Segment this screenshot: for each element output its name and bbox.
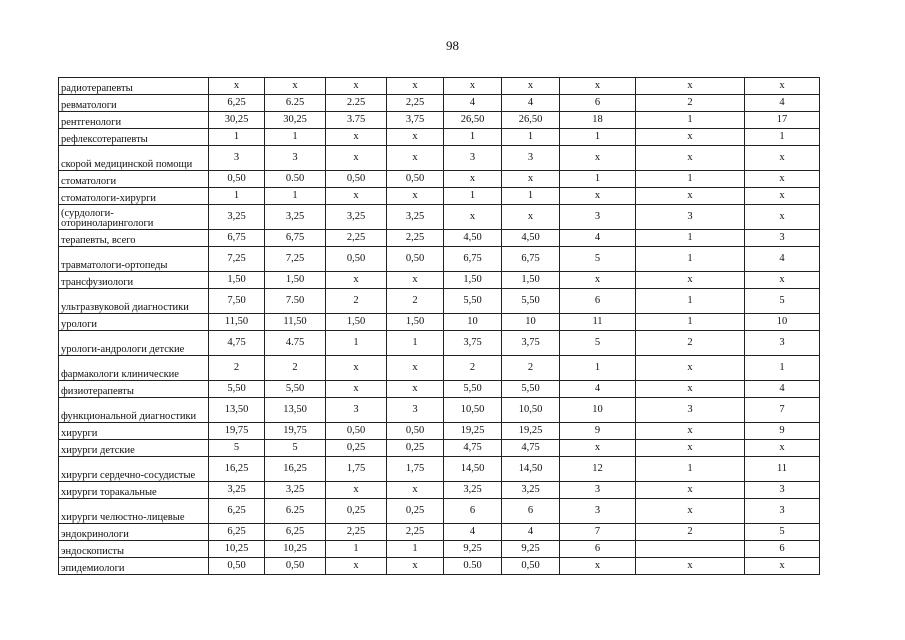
table-row bbox=[59, 188, 820, 205]
value-cell: 10,25 bbox=[209, 541, 265, 558]
value-cell: 6,75 bbox=[444, 247, 502, 272]
specialty-name-cell: хирурги челюстно-лицевые bbox=[59, 499, 209, 524]
value-cell: 11,50 bbox=[265, 314, 326, 331]
value-cell: x bbox=[387, 272, 444, 289]
value-cell: 1 bbox=[502, 188, 560, 205]
value-cell: 16,25 bbox=[265, 457, 326, 482]
value-cell: 6,75 bbox=[209, 230, 265, 247]
value-cell: 3 bbox=[636, 205, 745, 230]
specialty-name-cell: функциональной диагностики bbox=[59, 398, 209, 423]
value-cell: x bbox=[560, 188, 636, 205]
value-cell: 1 bbox=[636, 112, 745, 129]
value-cell: 5 bbox=[560, 331, 636, 356]
value-cell: 0,50 bbox=[265, 558, 326, 575]
specialty-name-cell: хирурги bbox=[59, 423, 209, 440]
table-row bbox=[59, 205, 820, 230]
value-cell: x bbox=[636, 272, 745, 289]
table-row bbox=[59, 171, 820, 188]
value-cell: 2 bbox=[444, 356, 502, 381]
specialty-name-cell: ультразвуковой диагностики bbox=[59, 289, 209, 314]
value-cell: 4 bbox=[444, 95, 502, 112]
value-cell: 1 bbox=[560, 356, 636, 381]
value-cell: 3,25 bbox=[209, 205, 265, 230]
value-cell: 4 bbox=[444, 524, 502, 541]
value-cell: 3,25 bbox=[502, 482, 560, 499]
table-row bbox=[59, 289, 820, 314]
value-cell: 6,75 bbox=[265, 230, 326, 247]
value-cell: 4 bbox=[502, 524, 560, 541]
value-cell: 5,50 bbox=[209, 381, 265, 398]
value-cell: 0,25 bbox=[326, 499, 387, 524]
value-cell: 3 bbox=[209, 146, 265, 171]
page-number: 98 bbox=[446, 38, 459, 53]
value-cell: 0,50 bbox=[387, 423, 444, 440]
table-row bbox=[59, 129, 820, 146]
value-cell: x bbox=[326, 558, 387, 575]
table-row bbox=[59, 423, 820, 440]
value-cell: x bbox=[502, 78, 560, 95]
value-cell: 1,75 bbox=[326, 457, 387, 482]
value-cell: x bbox=[745, 558, 820, 575]
value-cell: 19,75 bbox=[265, 423, 326, 440]
table-row bbox=[59, 524, 820, 541]
value-cell: 2,25 bbox=[326, 230, 387, 247]
value-cell: x bbox=[636, 423, 745, 440]
value-cell: 1 bbox=[636, 171, 745, 188]
value-cell: x bbox=[387, 356, 444, 381]
table-row bbox=[59, 356, 820, 381]
value-cell: 3,75 bbox=[387, 112, 444, 129]
value-cell: 5,50 bbox=[444, 289, 502, 314]
value-cell: 2 bbox=[326, 289, 387, 314]
value-cell: 1,75 bbox=[387, 457, 444, 482]
value-cell: 0,50 bbox=[326, 247, 387, 272]
value-cell: 9,25 bbox=[444, 541, 502, 558]
value-cell: 4 bbox=[560, 381, 636, 398]
value-cell: 9 bbox=[560, 423, 636, 440]
specialty-name-cell: фармакологи клинические bbox=[59, 356, 209, 381]
value-cell: x bbox=[387, 381, 444, 398]
value-cell: x bbox=[560, 440, 636, 457]
value-cell: 7,50 bbox=[209, 289, 265, 314]
value-cell: 5,50 bbox=[502, 289, 560, 314]
value-cell: 3,75 bbox=[502, 331, 560, 356]
value-cell: 6,25 bbox=[209, 524, 265, 541]
value-cell: 30,25 bbox=[265, 112, 326, 129]
value-cell: 6,25 bbox=[209, 499, 265, 524]
value-cell: 0,50 bbox=[502, 558, 560, 575]
value-cell: 0.50 bbox=[265, 171, 326, 188]
value-cell: 1 bbox=[560, 129, 636, 146]
value-cell: 3 bbox=[265, 146, 326, 171]
value-cell: 1 bbox=[636, 289, 745, 314]
value-cell: 6 bbox=[560, 95, 636, 112]
value-cell: 3.75 bbox=[326, 112, 387, 129]
table-row bbox=[59, 381, 820, 398]
value-cell: 0,25 bbox=[387, 499, 444, 524]
value-cell: x bbox=[636, 482, 745, 499]
value-cell: 4,50 bbox=[444, 230, 502, 247]
value-cell: 1,50 bbox=[387, 314, 444, 331]
value-cell: 2,25 bbox=[387, 524, 444, 541]
value-cell: x bbox=[387, 146, 444, 171]
value-cell: 1,50 bbox=[326, 314, 387, 331]
value-cell: x bbox=[502, 205, 560, 230]
value-cell: 1 bbox=[636, 230, 745, 247]
value-cell: 6,75 bbox=[502, 247, 560, 272]
value-cell: 4 bbox=[745, 381, 820, 398]
value-cell: 10,50 bbox=[502, 398, 560, 423]
value-cell: 19,75 bbox=[209, 423, 265, 440]
table-row bbox=[59, 457, 820, 482]
value-cell: 3,25 bbox=[387, 205, 444, 230]
value-cell: 6 bbox=[560, 289, 636, 314]
value-cell: 18 bbox=[560, 112, 636, 129]
value-cell: 2 bbox=[265, 356, 326, 381]
value-cell: 10 bbox=[560, 398, 636, 423]
value-cell: 6 bbox=[745, 541, 820, 558]
specialty-name-cell: стоматологи-хирурги bbox=[59, 188, 209, 205]
value-cell: 6 bbox=[560, 541, 636, 558]
value-cell: 1 bbox=[636, 314, 745, 331]
value-cell: x bbox=[209, 78, 265, 95]
value-cell: 26,50 bbox=[502, 112, 560, 129]
value-cell: 3 bbox=[387, 398, 444, 423]
value-cell: 3 bbox=[326, 398, 387, 423]
value-cell: 1 bbox=[209, 188, 265, 205]
specialty-name-cell: хирурги сердечно-сосудистые bbox=[59, 457, 209, 482]
table-row bbox=[59, 78, 820, 95]
value-cell: 4,75 bbox=[502, 440, 560, 457]
value-cell: 0,25 bbox=[387, 440, 444, 457]
value-cell: 6.25 bbox=[265, 95, 326, 112]
value-cell: 5 bbox=[560, 247, 636, 272]
specialty-name-cell: урологи-андрологи детские bbox=[59, 331, 209, 356]
value-cell: x bbox=[326, 146, 387, 171]
table-row bbox=[59, 95, 820, 112]
value-cell: 3 bbox=[444, 146, 502, 171]
value-cell: x bbox=[326, 482, 387, 499]
value-cell: x bbox=[745, 78, 820, 95]
value-cell: 0,25 bbox=[326, 440, 387, 457]
value-cell: 7.50 bbox=[265, 289, 326, 314]
table-row bbox=[59, 558, 820, 575]
value-cell: 2 bbox=[636, 331, 745, 356]
value-cell: 0,50 bbox=[387, 247, 444, 272]
value-cell: x bbox=[560, 78, 636, 95]
value-cell: 10 bbox=[444, 314, 502, 331]
value-cell: 14,50 bbox=[502, 457, 560, 482]
value-cell: 7,25 bbox=[209, 247, 265, 272]
value-cell: 2 bbox=[636, 524, 745, 541]
value-cell: x bbox=[387, 78, 444, 95]
value-cell: 3,25 bbox=[444, 482, 502, 499]
value-cell: 9,25 bbox=[502, 541, 560, 558]
value-cell: x bbox=[326, 272, 387, 289]
specialty-name-cell: эпидемиологи bbox=[59, 558, 209, 575]
specialty-name-cell: скорой медицинской помощи bbox=[59, 146, 209, 171]
value-cell: 6 bbox=[502, 499, 560, 524]
value-cell: 3 bbox=[745, 499, 820, 524]
value-cell: x bbox=[326, 129, 387, 146]
value-cell: 2,25 bbox=[387, 230, 444, 247]
value-cell: x bbox=[745, 146, 820, 171]
value-cell: x bbox=[444, 171, 502, 188]
table-row bbox=[59, 331, 820, 356]
value-cell: 14,50 bbox=[444, 457, 502, 482]
value-cell: x bbox=[326, 188, 387, 205]
value-cell: 1 bbox=[387, 331, 444, 356]
value-cell: 10,25 bbox=[265, 541, 326, 558]
value-cell: 3,75 bbox=[444, 331, 502, 356]
value-cell: x bbox=[560, 146, 636, 171]
value-cell: 4 bbox=[745, 95, 820, 112]
value-cell: 0,50 bbox=[326, 423, 387, 440]
value-cell: x bbox=[636, 188, 745, 205]
value-cell: x bbox=[636, 381, 745, 398]
value-cell: 16,25 bbox=[209, 457, 265, 482]
value-cell: 1,50 bbox=[444, 272, 502, 289]
table-row bbox=[59, 272, 820, 289]
specialty-name-cell: урологи bbox=[59, 314, 209, 331]
value-cell: 7 bbox=[745, 398, 820, 423]
value-cell: 5,50 bbox=[265, 381, 326, 398]
value-cell: x bbox=[326, 356, 387, 381]
specialty-name-cell: травматологи-ортопеды bbox=[59, 247, 209, 272]
value-cell: 0,50 bbox=[209, 558, 265, 575]
value-cell: x bbox=[387, 558, 444, 575]
value-cell: x bbox=[745, 171, 820, 188]
table-row bbox=[59, 146, 820, 171]
value-cell: 30,25 bbox=[209, 112, 265, 129]
specialty-name-cell: эндоскописты bbox=[59, 541, 209, 558]
value-cell: 3,25 bbox=[326, 205, 387, 230]
value-cell: 4,75 bbox=[444, 440, 502, 457]
value-cell: 13,50 bbox=[209, 398, 265, 423]
value-cell: 0.50 bbox=[444, 558, 502, 575]
specialty-name-cell: ревматологи bbox=[59, 95, 209, 112]
value-cell: 3 bbox=[745, 331, 820, 356]
specialty-name-cell: хирурги торакальные bbox=[59, 482, 209, 499]
value-cell: 2 bbox=[502, 356, 560, 381]
value-cell: 4,75 bbox=[209, 331, 265, 356]
value-cell: 6,25 bbox=[265, 524, 326, 541]
value-cell: 4 bbox=[745, 247, 820, 272]
value-cell: 1,50 bbox=[209, 272, 265, 289]
value-cell: 0,50 bbox=[326, 171, 387, 188]
value-cell: x bbox=[326, 78, 387, 95]
value-cell: 1 bbox=[265, 188, 326, 205]
value-cell: 1 bbox=[387, 541, 444, 558]
specialty-name-cell: рентгенологи bbox=[59, 112, 209, 129]
value-cell: 11,50 bbox=[209, 314, 265, 331]
value-cell: x bbox=[387, 129, 444, 146]
value-cell: 1 bbox=[265, 129, 326, 146]
value-cell: 3 bbox=[745, 482, 820, 499]
value-cell: x bbox=[636, 440, 745, 457]
value-cell: 9 bbox=[745, 423, 820, 440]
value-cell: 11 bbox=[560, 314, 636, 331]
value-cell: 26,50 bbox=[444, 112, 502, 129]
value-cell: 3 bbox=[560, 205, 636, 230]
value-cell: x bbox=[265, 78, 326, 95]
value-cell: 11 bbox=[745, 457, 820, 482]
value-cell: 3 bbox=[745, 230, 820, 247]
table-row bbox=[59, 440, 820, 457]
value-cell: 0,50 bbox=[387, 171, 444, 188]
value-cell: 1 bbox=[444, 129, 502, 146]
value-cell: 6 bbox=[444, 499, 502, 524]
value-cell: 7 bbox=[560, 524, 636, 541]
value-cell: 5,50 bbox=[502, 381, 560, 398]
table-row bbox=[59, 482, 820, 499]
value-cell: x bbox=[387, 188, 444, 205]
value-cell: 19,25 bbox=[502, 423, 560, 440]
table-row bbox=[59, 247, 820, 272]
value-cell: 1 bbox=[636, 247, 745, 272]
value-cell: 2.25 bbox=[326, 95, 387, 112]
value-cell: 2 bbox=[387, 289, 444, 314]
value-cell: 3 bbox=[560, 499, 636, 524]
value-cell: 3,25 bbox=[209, 482, 265, 499]
value-cell: 7,25 bbox=[265, 247, 326, 272]
value-cell: x bbox=[745, 205, 820, 230]
staffing-table bbox=[58, 77, 820, 575]
value-cell: 1 bbox=[560, 171, 636, 188]
value-cell bbox=[636, 541, 745, 558]
value-cell: 10 bbox=[502, 314, 560, 331]
value-cell: 2,25 bbox=[387, 95, 444, 112]
specialty-name-cell: радиотерапевты bbox=[59, 78, 209, 95]
value-cell: x bbox=[560, 272, 636, 289]
table-row bbox=[59, 541, 820, 558]
value-cell: 6,25 bbox=[209, 95, 265, 112]
value-cell: 1,50 bbox=[265, 272, 326, 289]
value-cell: 5 bbox=[745, 289, 820, 314]
value-cell: 2,25 bbox=[326, 524, 387, 541]
table-row bbox=[59, 398, 820, 423]
value-cell: 17 bbox=[745, 112, 820, 129]
value-cell: 3 bbox=[636, 398, 745, 423]
value-cell: 6.25 bbox=[265, 499, 326, 524]
value-cell: 1,50 bbox=[502, 272, 560, 289]
value-cell: 3 bbox=[502, 146, 560, 171]
value-cell: 10 bbox=[745, 314, 820, 331]
value-cell: 1 bbox=[636, 457, 745, 482]
value-cell: 4 bbox=[502, 95, 560, 112]
table-row bbox=[59, 230, 820, 247]
value-cell: 5 bbox=[745, 524, 820, 541]
value-cell: 3,25 bbox=[265, 205, 326, 230]
specialty-name-cell: (сурдологи-оториноларингологи bbox=[59, 205, 209, 230]
table-row bbox=[59, 112, 820, 129]
specialty-name-cell: эндокринологи bbox=[59, 524, 209, 541]
value-cell: 13,50 bbox=[265, 398, 326, 423]
value-cell: 2 bbox=[636, 95, 745, 112]
specialty-name-cell: стоматологи bbox=[59, 171, 209, 188]
value-cell: x bbox=[560, 558, 636, 575]
specialty-name-cell: рефлексотерапевты bbox=[59, 129, 209, 146]
value-cell: 1 bbox=[209, 129, 265, 146]
value-cell: x bbox=[502, 171, 560, 188]
value-cell: x bbox=[745, 440, 820, 457]
value-cell: x bbox=[636, 356, 745, 381]
value-cell: 5 bbox=[209, 440, 265, 457]
specialty-name-cell: терапевты, всего bbox=[59, 230, 209, 247]
value-cell: x bbox=[636, 558, 745, 575]
value-cell: x bbox=[745, 188, 820, 205]
value-cell: 1 bbox=[745, 356, 820, 381]
table-row bbox=[59, 499, 820, 524]
value-cell: x bbox=[444, 78, 502, 95]
value-cell: 4,50 bbox=[502, 230, 560, 247]
value-cell: 0,50 bbox=[209, 171, 265, 188]
value-cell: 1 bbox=[502, 129, 560, 146]
specialty-name-cell: трансфузиологи bbox=[59, 272, 209, 289]
table-row bbox=[59, 314, 820, 331]
value-cell: 1 bbox=[444, 188, 502, 205]
specialty-name-cell: физиотерапевты bbox=[59, 381, 209, 398]
value-cell: x bbox=[387, 482, 444, 499]
value-cell: x bbox=[636, 129, 745, 146]
value-cell: 4.75 bbox=[265, 331, 326, 356]
value-cell: x bbox=[326, 381, 387, 398]
value-cell: 2 bbox=[209, 356, 265, 381]
value-cell: 5,50 bbox=[444, 381, 502, 398]
value-cell: 1 bbox=[326, 541, 387, 558]
value-cell: x bbox=[444, 205, 502, 230]
value-cell: 5 bbox=[265, 440, 326, 457]
value-cell: 3 bbox=[560, 482, 636, 499]
value-cell: 12 bbox=[560, 457, 636, 482]
value-cell: 1 bbox=[326, 331, 387, 356]
value-cell: 10,50 bbox=[444, 398, 502, 423]
value-cell: 19,25 bbox=[444, 423, 502, 440]
value-cell: 3,25 bbox=[265, 482, 326, 499]
value-cell: x bbox=[636, 499, 745, 524]
value-cell: 4 bbox=[560, 230, 636, 247]
value-cell: x bbox=[636, 78, 745, 95]
value-cell: x bbox=[636, 146, 745, 171]
value-cell: 1 bbox=[745, 129, 820, 146]
value-cell: x bbox=[745, 272, 820, 289]
specialty-name-cell: хирурги детские bbox=[59, 440, 209, 457]
